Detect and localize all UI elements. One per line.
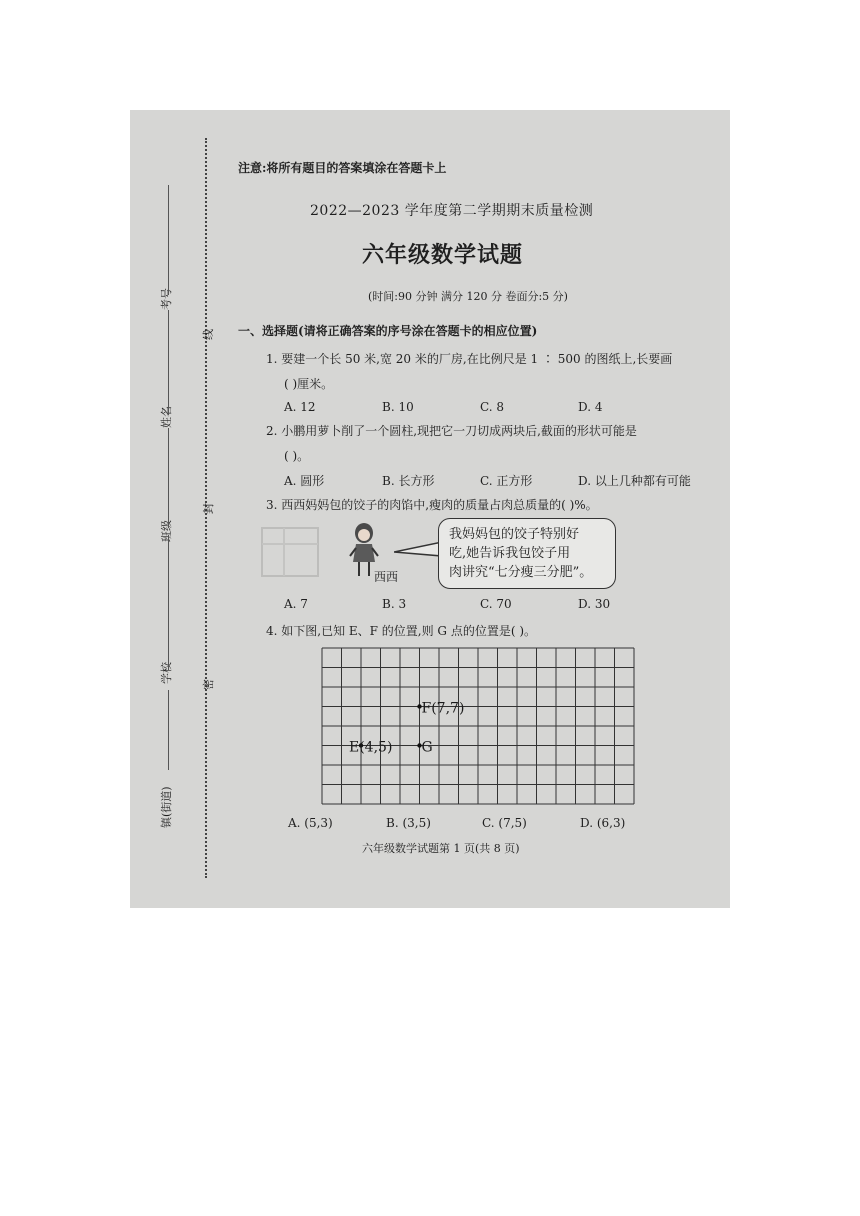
question-4-line1: 4. 如下图,已知 E、F 的位置,则 G 点的位置是( )。 — [266, 624, 537, 638]
question-4-option-c: C. (7,5) — [482, 816, 527, 830]
speech-bubble-tail — [394, 540, 444, 560]
side-label-school: 学校 — [160, 662, 173, 684]
side-blank-line — [168, 690, 169, 770]
question-4-option-b: B. (3,5) — [386, 816, 431, 830]
question-2-line1: 2. 小鹏用萝卜削了一个圆柱,现把它一刀切成两块后,截面的形状可能是 — [266, 424, 637, 438]
section-heading: 一、选择题(请将正确答案的序号涂在答题卡的相应位置) — [238, 324, 538, 338]
page-footer: 六年级数学试题第 1 页(共 8 页) — [362, 842, 520, 855]
side-blank-line — [168, 428, 169, 528]
exam-photo — [130, 110, 730, 908]
side-mark-secret: 密 — [202, 679, 215, 690]
speech-line-2: 吃,她告诉我包饺子用 — [449, 546, 571, 561]
side-mark-seal: 封 — [202, 503, 215, 514]
speech-line-3: 肉讲究“七分瘦三分肥”。 — [449, 565, 593, 580]
notice: 注意:将所有题目的答案填涂在答题卡上 — [238, 161, 447, 175]
faint-background-illustration — [254, 514, 334, 584]
grid-point-label: E(4,5) — [349, 739, 393, 756]
question-3-option-a: A. 7 — [284, 597, 308, 611]
question-3-option-c: C. 70 — [480, 597, 512, 611]
side-label-town: 镇(街道) — [160, 786, 173, 828]
grid-point-label: G — [421, 739, 433, 756]
girl-name-label: 西西 — [374, 570, 399, 584]
question-2-option-c: C. 正方形 — [480, 474, 533, 488]
side-blank-line — [168, 185, 169, 295]
question-1-option-b: B. 10 — [382, 400, 414, 414]
question-2-option-d: D. 以上几种都有可能 — [578, 474, 691, 488]
question-2-line2: ( )。 — [284, 449, 310, 463]
side-label-exam-number: 考号 — [160, 288, 173, 310]
question-1-line1: 1. 要建一个长 50 米,宽 20 米的厂房,在比例尺是 1 ∶ 500 的图纸上,长要画 — [266, 352, 673, 366]
question-3-option-d: D. 30 — [578, 597, 611, 611]
side-mark-line: 线 — [202, 329, 215, 340]
side-label-name: 姓名 — [160, 406, 173, 428]
question-4-option-a: A. (5,3) — [288, 816, 333, 830]
speech-line-1: 我妈妈包的饺子特别好 — [449, 527, 580, 542]
exam-year: 2022—2023 学年度第二学期期末质量检测 — [310, 203, 594, 219]
question-2-option-b: B. 长方形 — [382, 474, 435, 488]
side-blank-line — [168, 310, 169, 415]
side-blank-line — [168, 535, 169, 670]
speech-bubble — [438, 518, 616, 589]
question-3-line1: 3. 西西妈妈包的饺子的肉馅中,瘦肉的质量占肉总质量的( )%。 — [266, 498, 598, 512]
question-3-option-b: B. 3 — [382, 597, 407, 611]
question-2-option-a: A. 圆形 — [284, 474, 325, 488]
question-1-line2: ( )厘米。 — [284, 377, 334, 391]
question-4-option-d: D. (6,3) — [580, 816, 626, 830]
coordinate-grid — [320, 646, 636, 808]
side-label-class: 班级 — [160, 520, 173, 542]
question-1-option-a: A. 12 — [284, 400, 316, 414]
grid-point-label: F(7,7) — [421, 700, 465, 717]
question-1-option-d: D. 4 — [578, 400, 603, 414]
exam-meta: (时间:90 分钟 满分 120 分 卷面分:5 分) — [368, 290, 568, 303]
page-title: 六年级数学试题 — [362, 242, 524, 268]
question-1-option-c: C. 8 — [480, 400, 505, 414]
